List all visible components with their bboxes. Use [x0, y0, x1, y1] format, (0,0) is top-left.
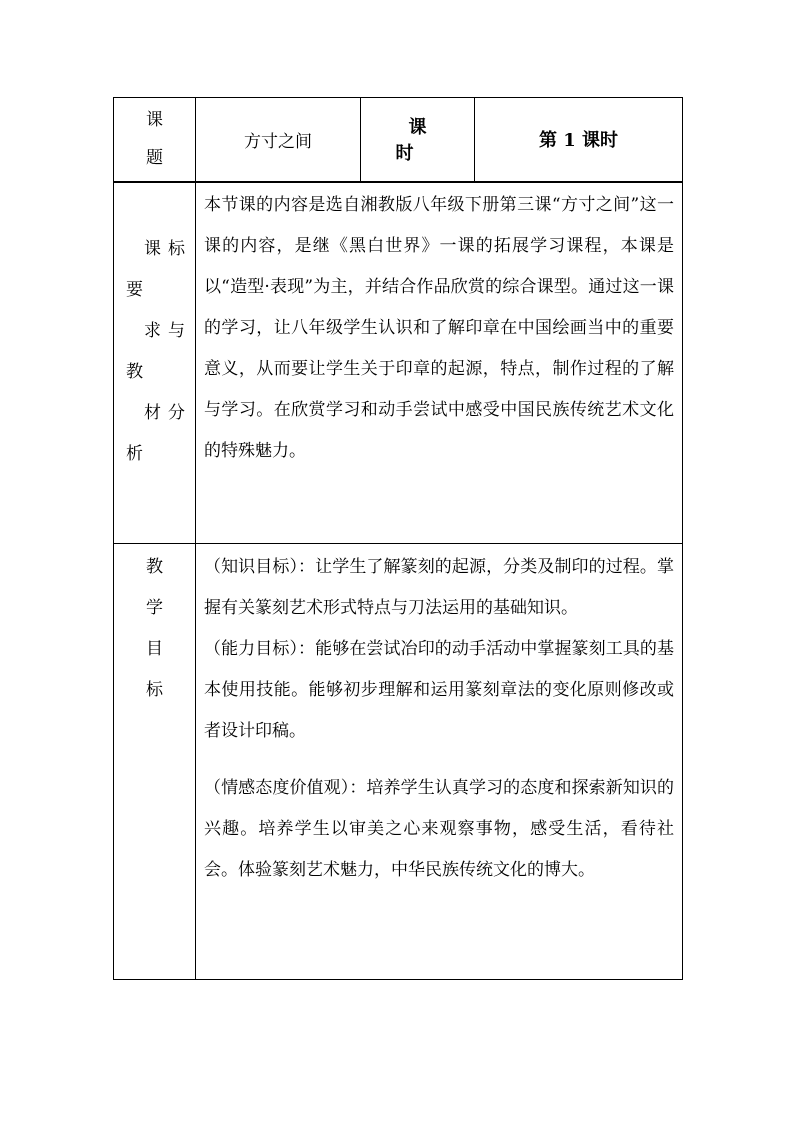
analysis-row — [114, 182, 683, 544]
period-value: 第 1 课时 — [475, 98, 683, 182]
objectives-text — [196, 544, 683, 980]
objectives-label: 教 学 目 标 — [114, 544, 196, 980]
emotion-objective: （情感态度价值观）：培养学生认真学习的态度和探索新知识的兴趣。培养学生以审美之心来观察事物，感受生活，看待社会。体验篆刻艺术魅力，中华民族传统文化的博大。 — [204, 778, 674, 880]
period-label: 课时 — [361, 98, 475, 182]
topic-value: 方寸之间 — [196, 98, 361, 182]
ability-objective: （能力目标）：能够在尝试冶印的动手活动中掌握篆刻工具的基本使用技能。能够初步理解和运用篆刻章法的变化原则修改或者设计印稿。 — [204, 639, 674, 741]
objectives-row — [114, 544, 683, 980]
topic-label: 课 题 — [114, 98, 196, 182]
analysis-label: 课 标 要 求 与 教 材 分 析 — [114, 182, 196, 544]
analysis-text: 本节课的内容是选自湘教版八年级下册第三课“方寸之间”这一课的内容，是继《黑白世界》一课的拓展学习课程，本课是以“造型·表现”为主，并结合作品欣赏的综合课型。通过这一课的学习，让八年级学生认识和了解印章在中国绘画当中的重要意义，从而要让学生关于印章的起源，特点，制作过程的了解与学习。在欣赏学习和动手尝试中感受中国民族传统艺术文化的特殊魅力。 — [196, 182, 683, 544]
lesson-plan-table — [113, 97, 683, 980]
knowledge-objective: （知识目标）：让学生了解篆刻的起源，分类及制印的过程。掌握有关篆刻艺术形式特点与刀法运用的基础知识。 — [204, 557, 674, 618]
header-row — [114, 98, 683, 182]
